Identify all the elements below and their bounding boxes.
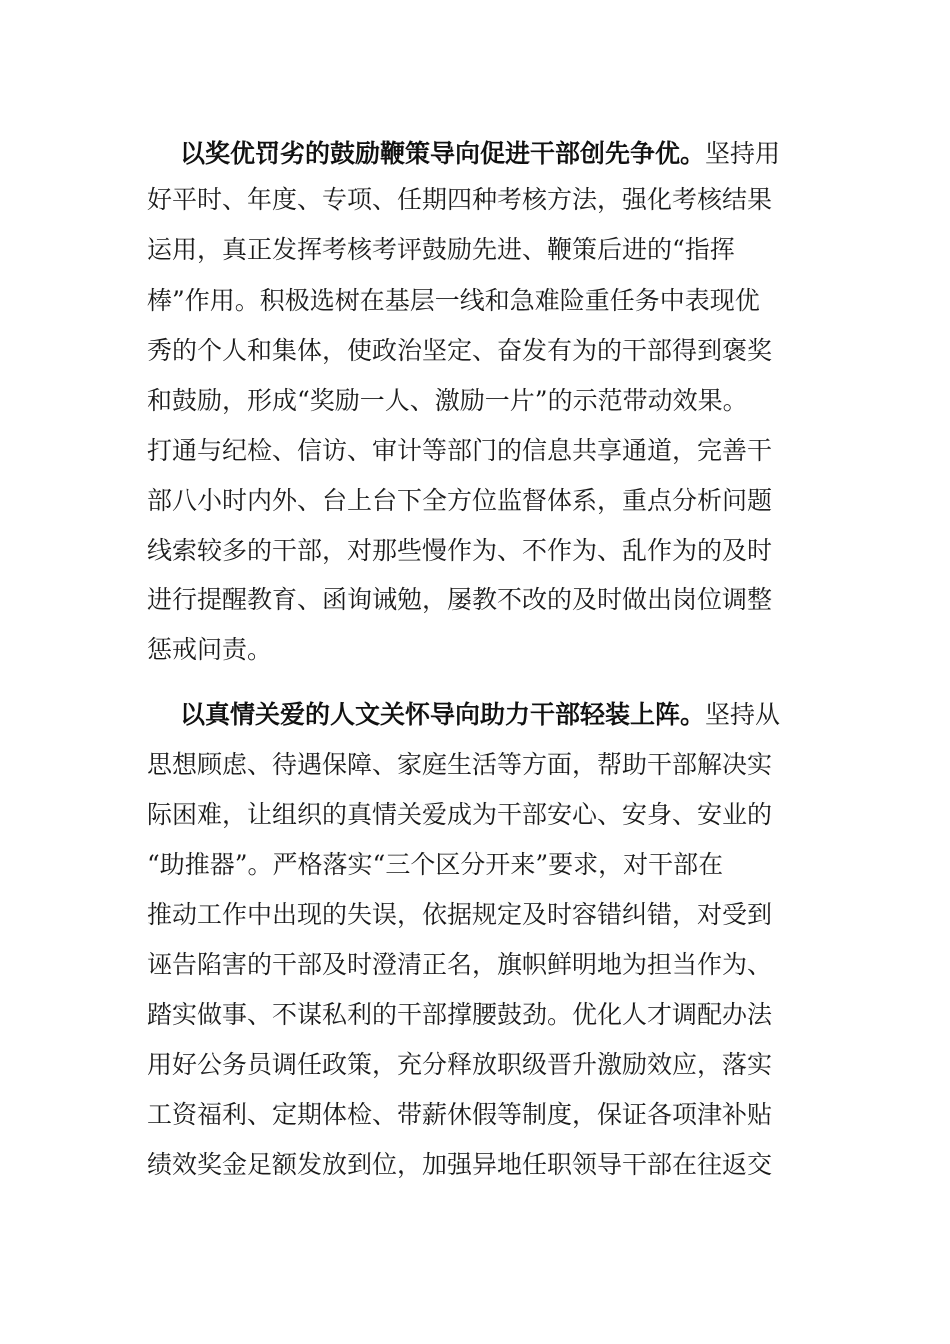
paragraph-line: 绩效奖金足额发放到位，加强异地任职领导干部在往返交	[147, 1150, 773, 1179]
paragraph-line: 推动工作中出现的失误，依据规定及时容错纠错，对受到	[147, 900, 773, 929]
paragraph-line: 部八小时内外、台上台下全方位监督体系，重点分析问题	[147, 486, 773, 515]
paragraph-line: 工资福利、定期体检、带薪休假等制度，保证各项津补贴	[147, 1100, 773, 1129]
paragraph-line: 运用，真正发挥考核考评鼓励先进、鞭策后进的“指挥	[147, 235, 735, 264]
line-text: 坚持从	[705, 700, 781, 729]
paragraph-heading: 以奖优罚劣的鼓励鞭策导向促进干部创先争优。	[180, 139, 706, 168]
line-text: 坚持用	[705, 139, 781, 168]
paragraph-line: 思想顾虑、待遇保障、家庭生活等方面，帮助干部解决实	[147, 750, 773, 779]
paragraph-heading: 以真情关爱的人文关怀导向助力干部轻装上阵。	[180, 700, 706, 729]
paragraph-line: 际困难，让组织的真情关爱成为干部安心、安身、安业的	[147, 800, 773, 829]
paragraph-line: 好平时、年度、专项、任期四种考核方法，强化考核结果	[147, 185, 773, 214]
paragraph-line: “助推器”。严格落实“三个区分开来”要求，对干部在	[147, 850, 724, 879]
paragraph-line: 和鼓励，形成“奖励一人、激励一片”的示范带动效果。	[147, 386, 748, 415]
paragraph-line	[180, 137, 780, 171]
paragraph-line	[180, 698, 780, 732]
paragraph-line: 诬告陷害的干部及时澄清正名，旗帜鲜明地为担当作为、	[147, 950, 773, 979]
paragraph-line: 秀的个人和集体，使政治坚定、奋发有为的干部得到褒奖	[147, 336, 773, 365]
paragraph-line: 打通与纪检、信访、审计等部门的信息共享通道，完善干	[147, 436, 773, 465]
paragraph-line: 用好公务员调任政策，充分释放职级晋升激励效应，落实	[147, 1050, 773, 1079]
paragraph-line: 棒”作用。积极选树在基层一线和急难险重任务中表现优	[147, 286, 760, 315]
paragraph-line: 惩戒问责。	[147, 635, 273, 664]
paragraph-line: 进行提醒教育、函询诫勉，屡教不改的及时做出岗位调整	[147, 585, 773, 614]
paragraph-line: 踏实做事、不谋私利的干部撑腰鼓劲。优化人才调配办法	[147, 1000, 773, 1029]
paragraph-line: 线索较多的干部，对那些慢作为、不作为、乱作为的及时	[147, 536, 773, 565]
